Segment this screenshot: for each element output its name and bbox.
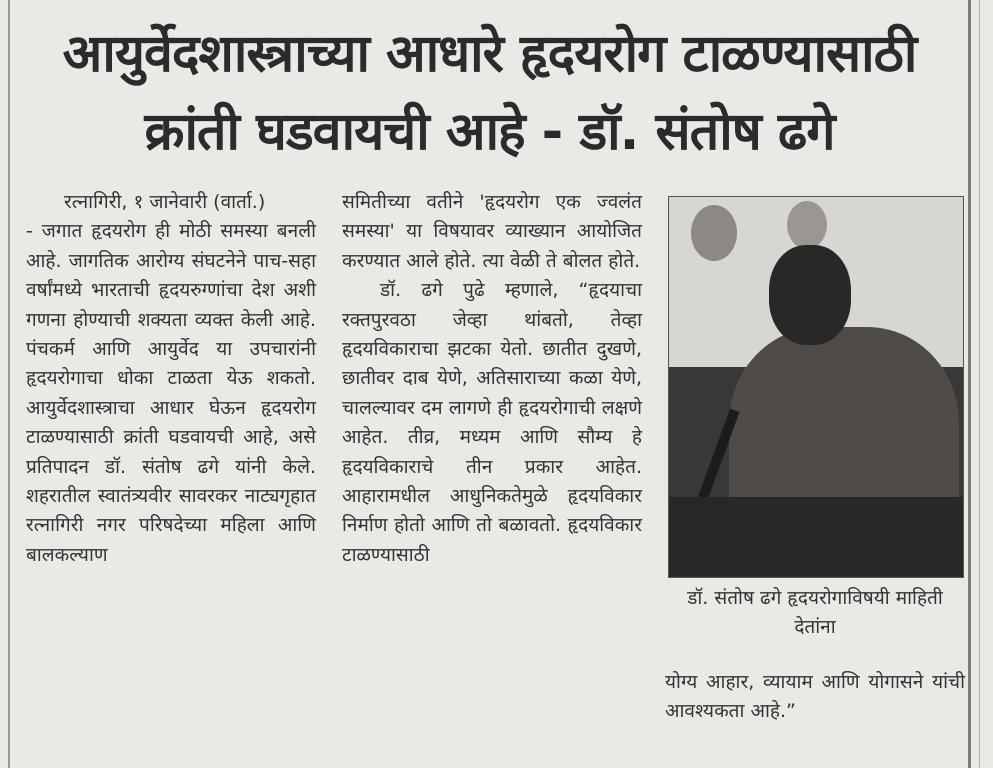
article-column-3	[665, 668, 965, 727]
clipping-edge-left	[8, 0, 10, 768]
photo-banner-face-right	[787, 201, 827, 249]
headline-line-1: आयुर्वेदशास्त्राच्या आधारे हृदयरोग टाळण्यासाठी	[62, 24, 917, 84]
news-photo	[668, 196, 964, 578]
article-text-column-2-para-1: समितीच्या वतीने 'हृदयरोग एक ज्वलंत समस्या' या विषयावर व्याख्यान आयोजित करण्यात आले होते. त्या वेळी ते बोलत होते.	[342, 191, 642, 272]
article-column-1	[26, 188, 316, 570]
clipping-edge-right-thin	[979, 0, 980, 768]
headline-line-2: क्रांती घडवायची आहे - डॉ. संतोष ढगे	[144, 102, 835, 162]
dateline: रत्नागिरी, १ जानेवारी (वार्ता.)	[64, 191, 266, 213]
clipping-edge-right	[968, 0, 971, 768]
photo-caption: डॉ. संतोष ढगे हृदयरोगाविषयी माहिती देतांना	[687, 587, 943, 638]
photo-podium	[669, 497, 963, 577]
photo-banner-face-left	[691, 205, 737, 261]
article-text-column-3: योग्य आहार, व्यायाम आणि योगासने यांची आवश्यकता आहे.”	[665, 671, 965, 723]
article-text-column-1: - जगात हृदयरोग ही मोठी समस्या बनली आहे. जागतिक आरोग्य संघटनेने पाच-सहा वर्षांमध्ये भारताची हृदयरुग्णांचा देश अशी गणना होण्याची शक्यता व्यक्त केली आहे. पंचकर्म आणि आयुर्वेद या उपचारांनी हृदयरोगाचा धोका टाळता येऊ शकतो. आयुर्वेदशास्त्राचा आधार घेऊन हृदयरोग टाळण्यासाठी क्रांती घडवायची आहे, असे प्रतिपादन डॉ. संतोष ढगे यांनी केले. शहरातील स्वातंत्र्यवीर सावरकर नाट्यगृहात रत्नागिरी नगर परिषदेच्या महिला आणि बालकल्याण	[26, 220, 316, 566]
photo-speaker-head	[769, 245, 851, 345]
article-text-column-2-para-2: डॉ. ढगे पुढे म्हणाले, “हृदयाचा रक्तपुरवठा जेव्हा थांबतो, तेव्हा हृदयविकाराचा झटका येतो. छातीत दुखणे, छातीवर दाब येणे, अतिसाराच्या कळा येणे, चालल्यावर दम लागणे ही हृदयरोगाची लक्षणे आहेत. तीव्र, मध्यम आणि सौम्य हे हृदयविकाराचे तीन प्रकार आहेत. आहारामधील आधुनिकतेमुळे हृदयविकार निर्माण होतो आणि तो बळावतो. हृदयविकार टाळण्यासाठी	[342, 279, 642, 566]
article-column-2	[342, 188, 642, 570]
